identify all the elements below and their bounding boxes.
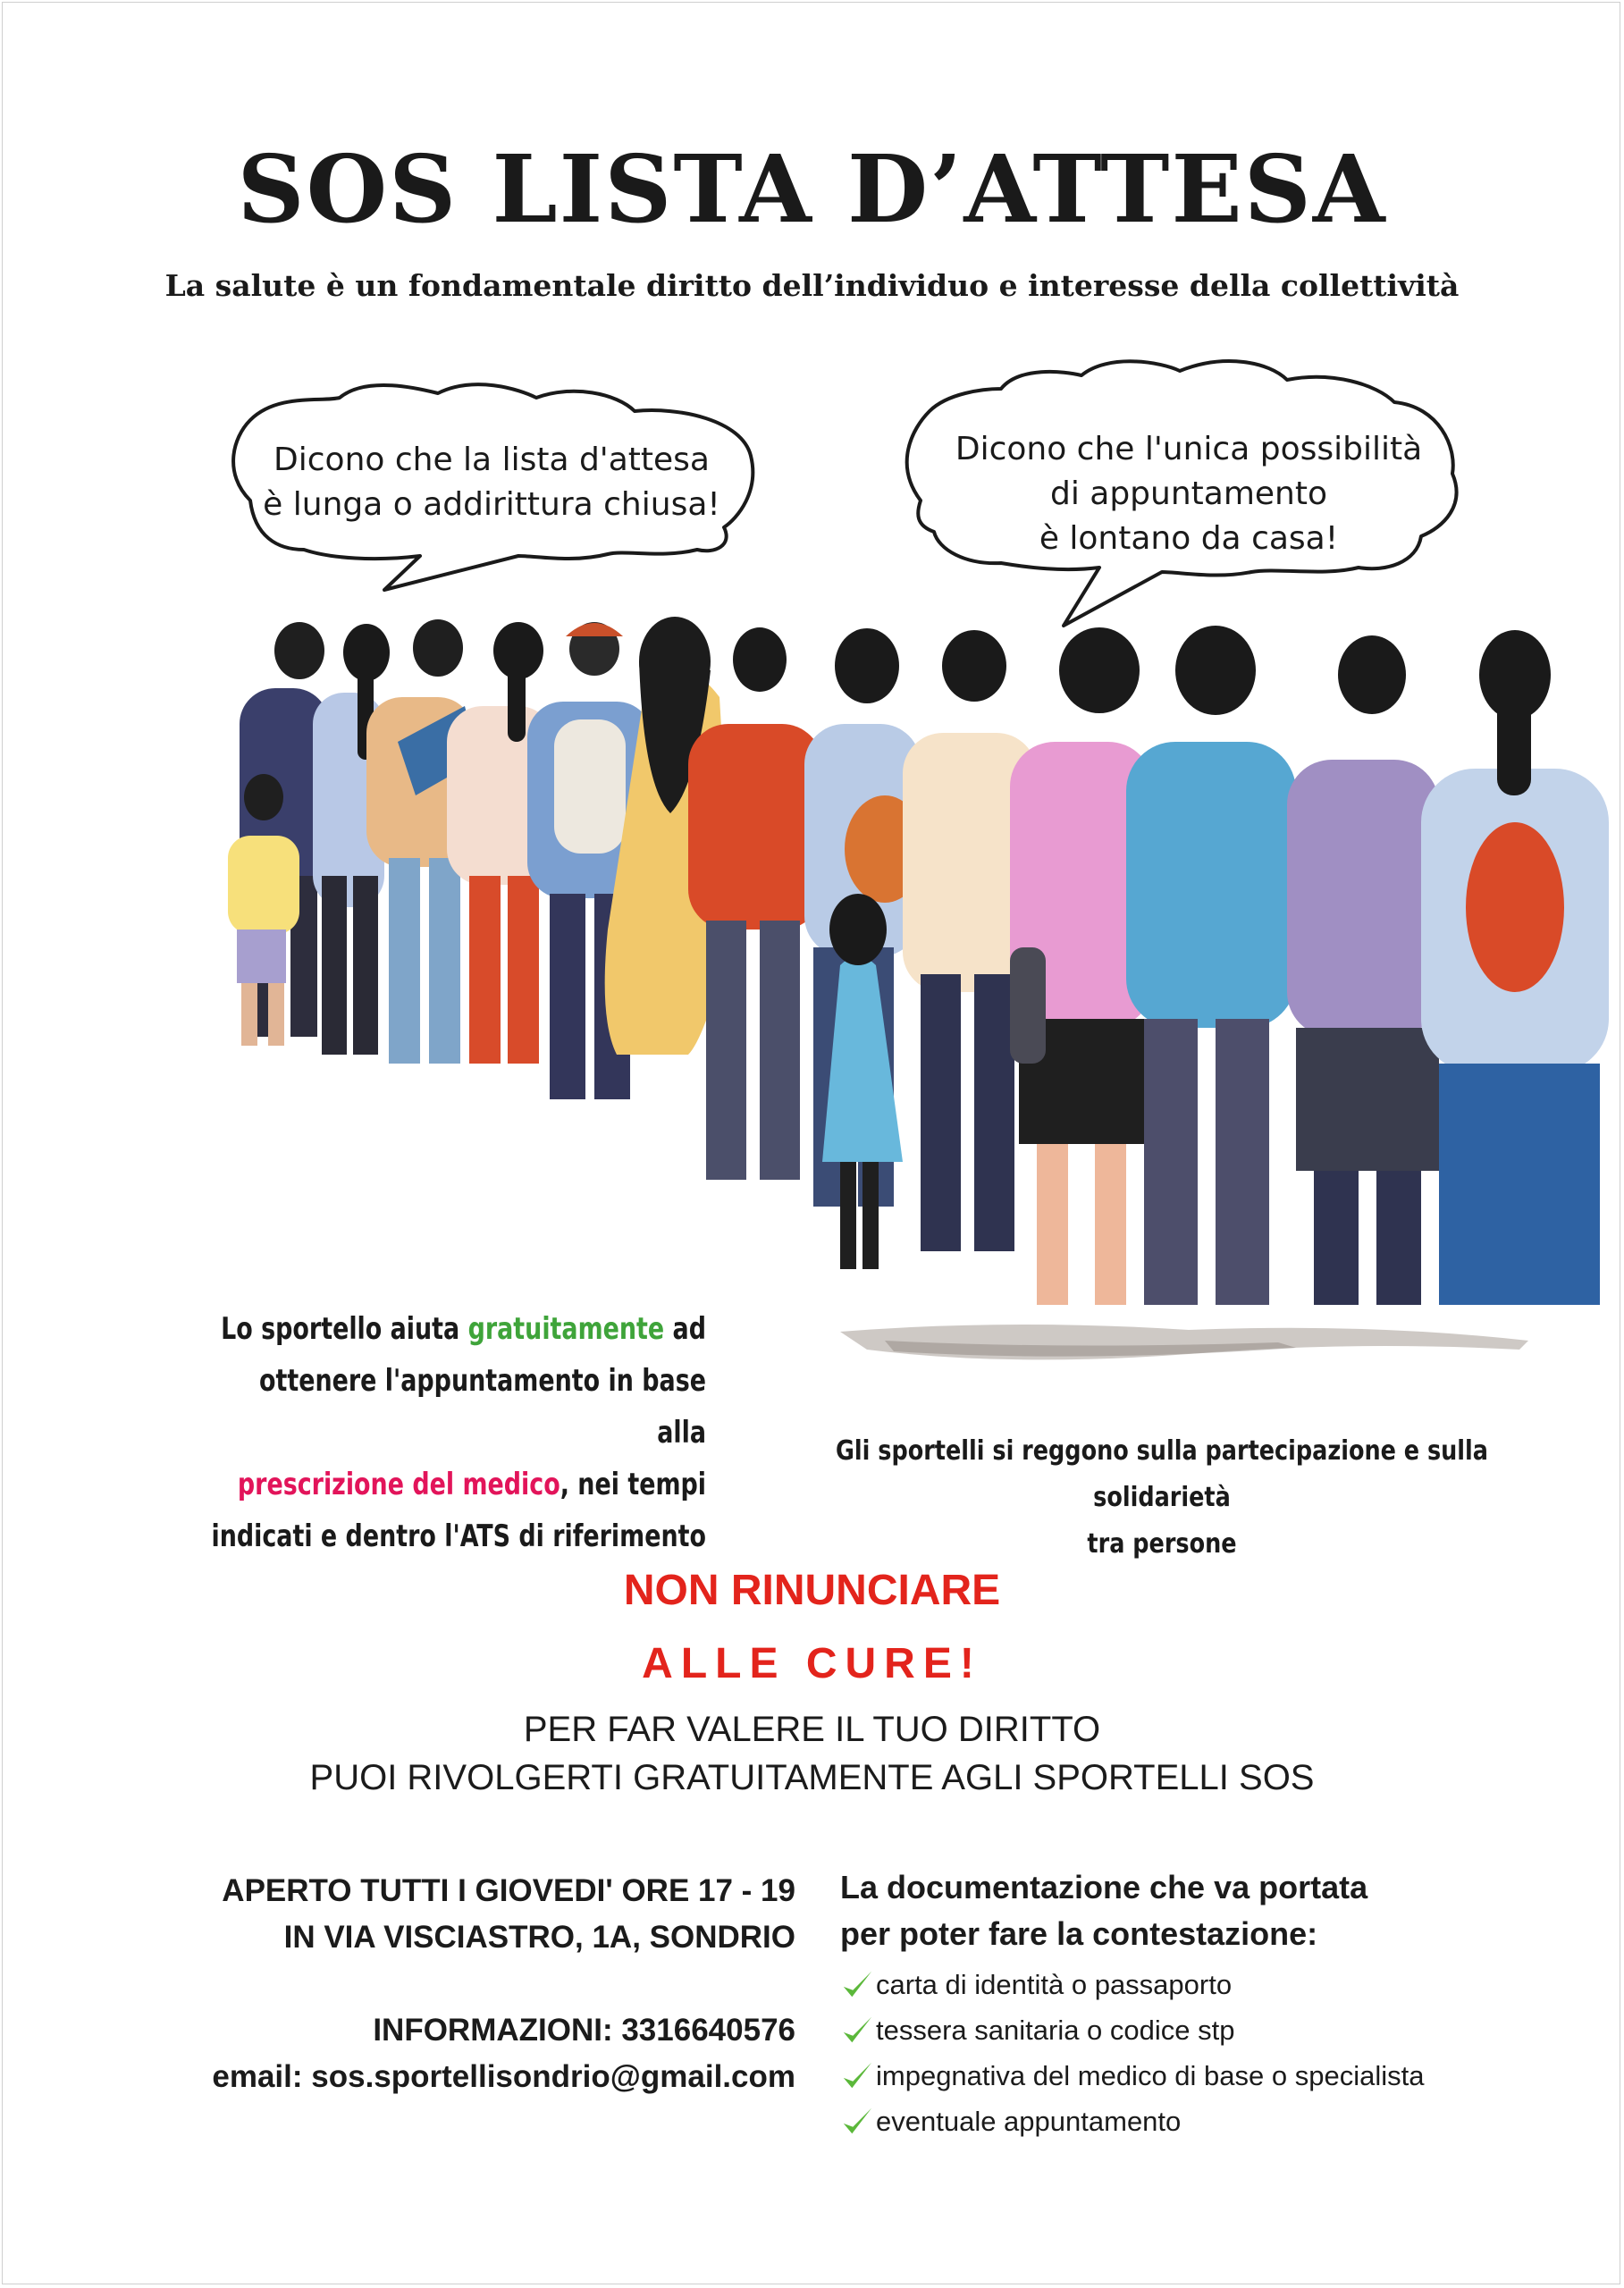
bubble-right-line3: è lontano da casa!	[1039, 520, 1339, 557]
queue-illustration	[223, 590, 1624, 1305]
docs-heading	[840, 1864, 1573, 1957]
left-block-line4: indicati e dentro l'ATS di riferimento	[211, 1518, 706, 1554]
email-info[interactable]: email: sos.sportellisondrio@gmail.com	[212, 2059, 795, 2094]
list-item	[840, 2099, 1573, 2144]
right-block-line1: Gli sportelli si reggono sulla partecipazione e sulla solidarietà	[835, 1435, 1488, 1513]
list-item	[840, 2007, 1573, 2053]
speech-bubble-right	[921, 427, 1457, 561]
checkmark-icon	[840, 1968, 874, 2002]
bubble-right-line2: di appuntamento	[1049, 475, 1328, 512]
list-item	[840, 2053, 1573, 2099]
cta-line4: PUOI RIVOLGERTI GRATUITAMENTE AGLI SPORTELLI SOS	[309, 1758, 1315, 1797]
docs-list	[840, 1962, 1573, 2144]
docs-heading-line2: per poter fare la contestazione:	[840, 1915, 1318, 1952]
list-item	[840, 1962, 1573, 2007]
left-info-block	[203, 1303, 706, 1562]
address: IN VIA VISCIASTRO, 1A, SONDRIO	[283, 1920, 795, 1955]
speech-bubble-left	[241, 438, 742, 527]
poster-title: SOS LISTA D’ATTESA	[237, 134, 1387, 244]
bubble-left-line2: è lunga o addirittura chiusa!	[263, 486, 720, 523]
person-11	[1126, 626, 1296, 1305]
left-block-line1	[203, 1303, 706, 1355]
checkmark-icon	[840, 2105, 874, 2139]
list-item-label: tessera sanitaria o codice stp	[876, 2015, 1235, 2046]
checkmark-icon	[840, 2059, 874, 2093]
list-item-label: impegnativa del medico di base o specialista	[876, 2060, 1425, 2091]
cta-line1: NON RINUNCIARE	[623, 1567, 1001, 1614]
right-block-line2: tra persone	[1087, 1528, 1237, 1560]
list-item-label: carta di identità o passaporto	[876, 1969, 1233, 2000]
left-l3-pink: prescrizione del medico	[237, 1467, 560, 1502]
opening-hours: APERTO TUTTI I GIOVEDI' ORE 17 - 19	[222, 1873, 795, 1908]
left-block-line3	[203, 1459, 706, 1510]
person-13	[1421, 630, 1609, 1305]
person-12	[1287, 635, 1439, 1305]
bubble-left-line1: Dicono che la lista d'attesa	[273, 442, 710, 478]
left-l1-a: Lo sportello aiuta	[221, 1311, 468, 1347]
cta-line2: ALLE CURE!	[642, 1640, 982, 1687]
phone-info: INFORMAZIONI: 3316640576	[373, 2013, 795, 2048]
contact-info	[134, 1868, 795, 2100]
right-info-block	[805, 1428, 1519, 1568]
checkmark-icon	[840, 2014, 874, 2048]
left-l1-b: ad	[664, 1311, 706, 1347]
left-l1-green: gratuitamente	[467, 1311, 665, 1347]
bubble-right-line1: Dicono che l'unica possibilità	[955, 431, 1423, 467]
list-item-label: eventuale appuntamento	[876, 2106, 1182, 2137]
poster-subtitle: La salute è un fondamentale diritto dell’individuo e interesse della collettività	[164, 268, 1460, 303]
cta-body	[0, 1705, 1624, 1802]
ground-shadow	[831, 1314, 1528, 1376]
left-l3-b: , nei tempi	[560, 1467, 706, 1502]
cta-line3: PER FAR VALERE IL TUO DIRITTO	[523, 1710, 1101, 1749]
left-block-line2: ottenere l'appuntamento in base alla	[258, 1363, 706, 1451]
spacer	[134, 1961, 795, 2007]
docs-heading-line1: La documentazione che va portata	[840, 1869, 1368, 1905]
